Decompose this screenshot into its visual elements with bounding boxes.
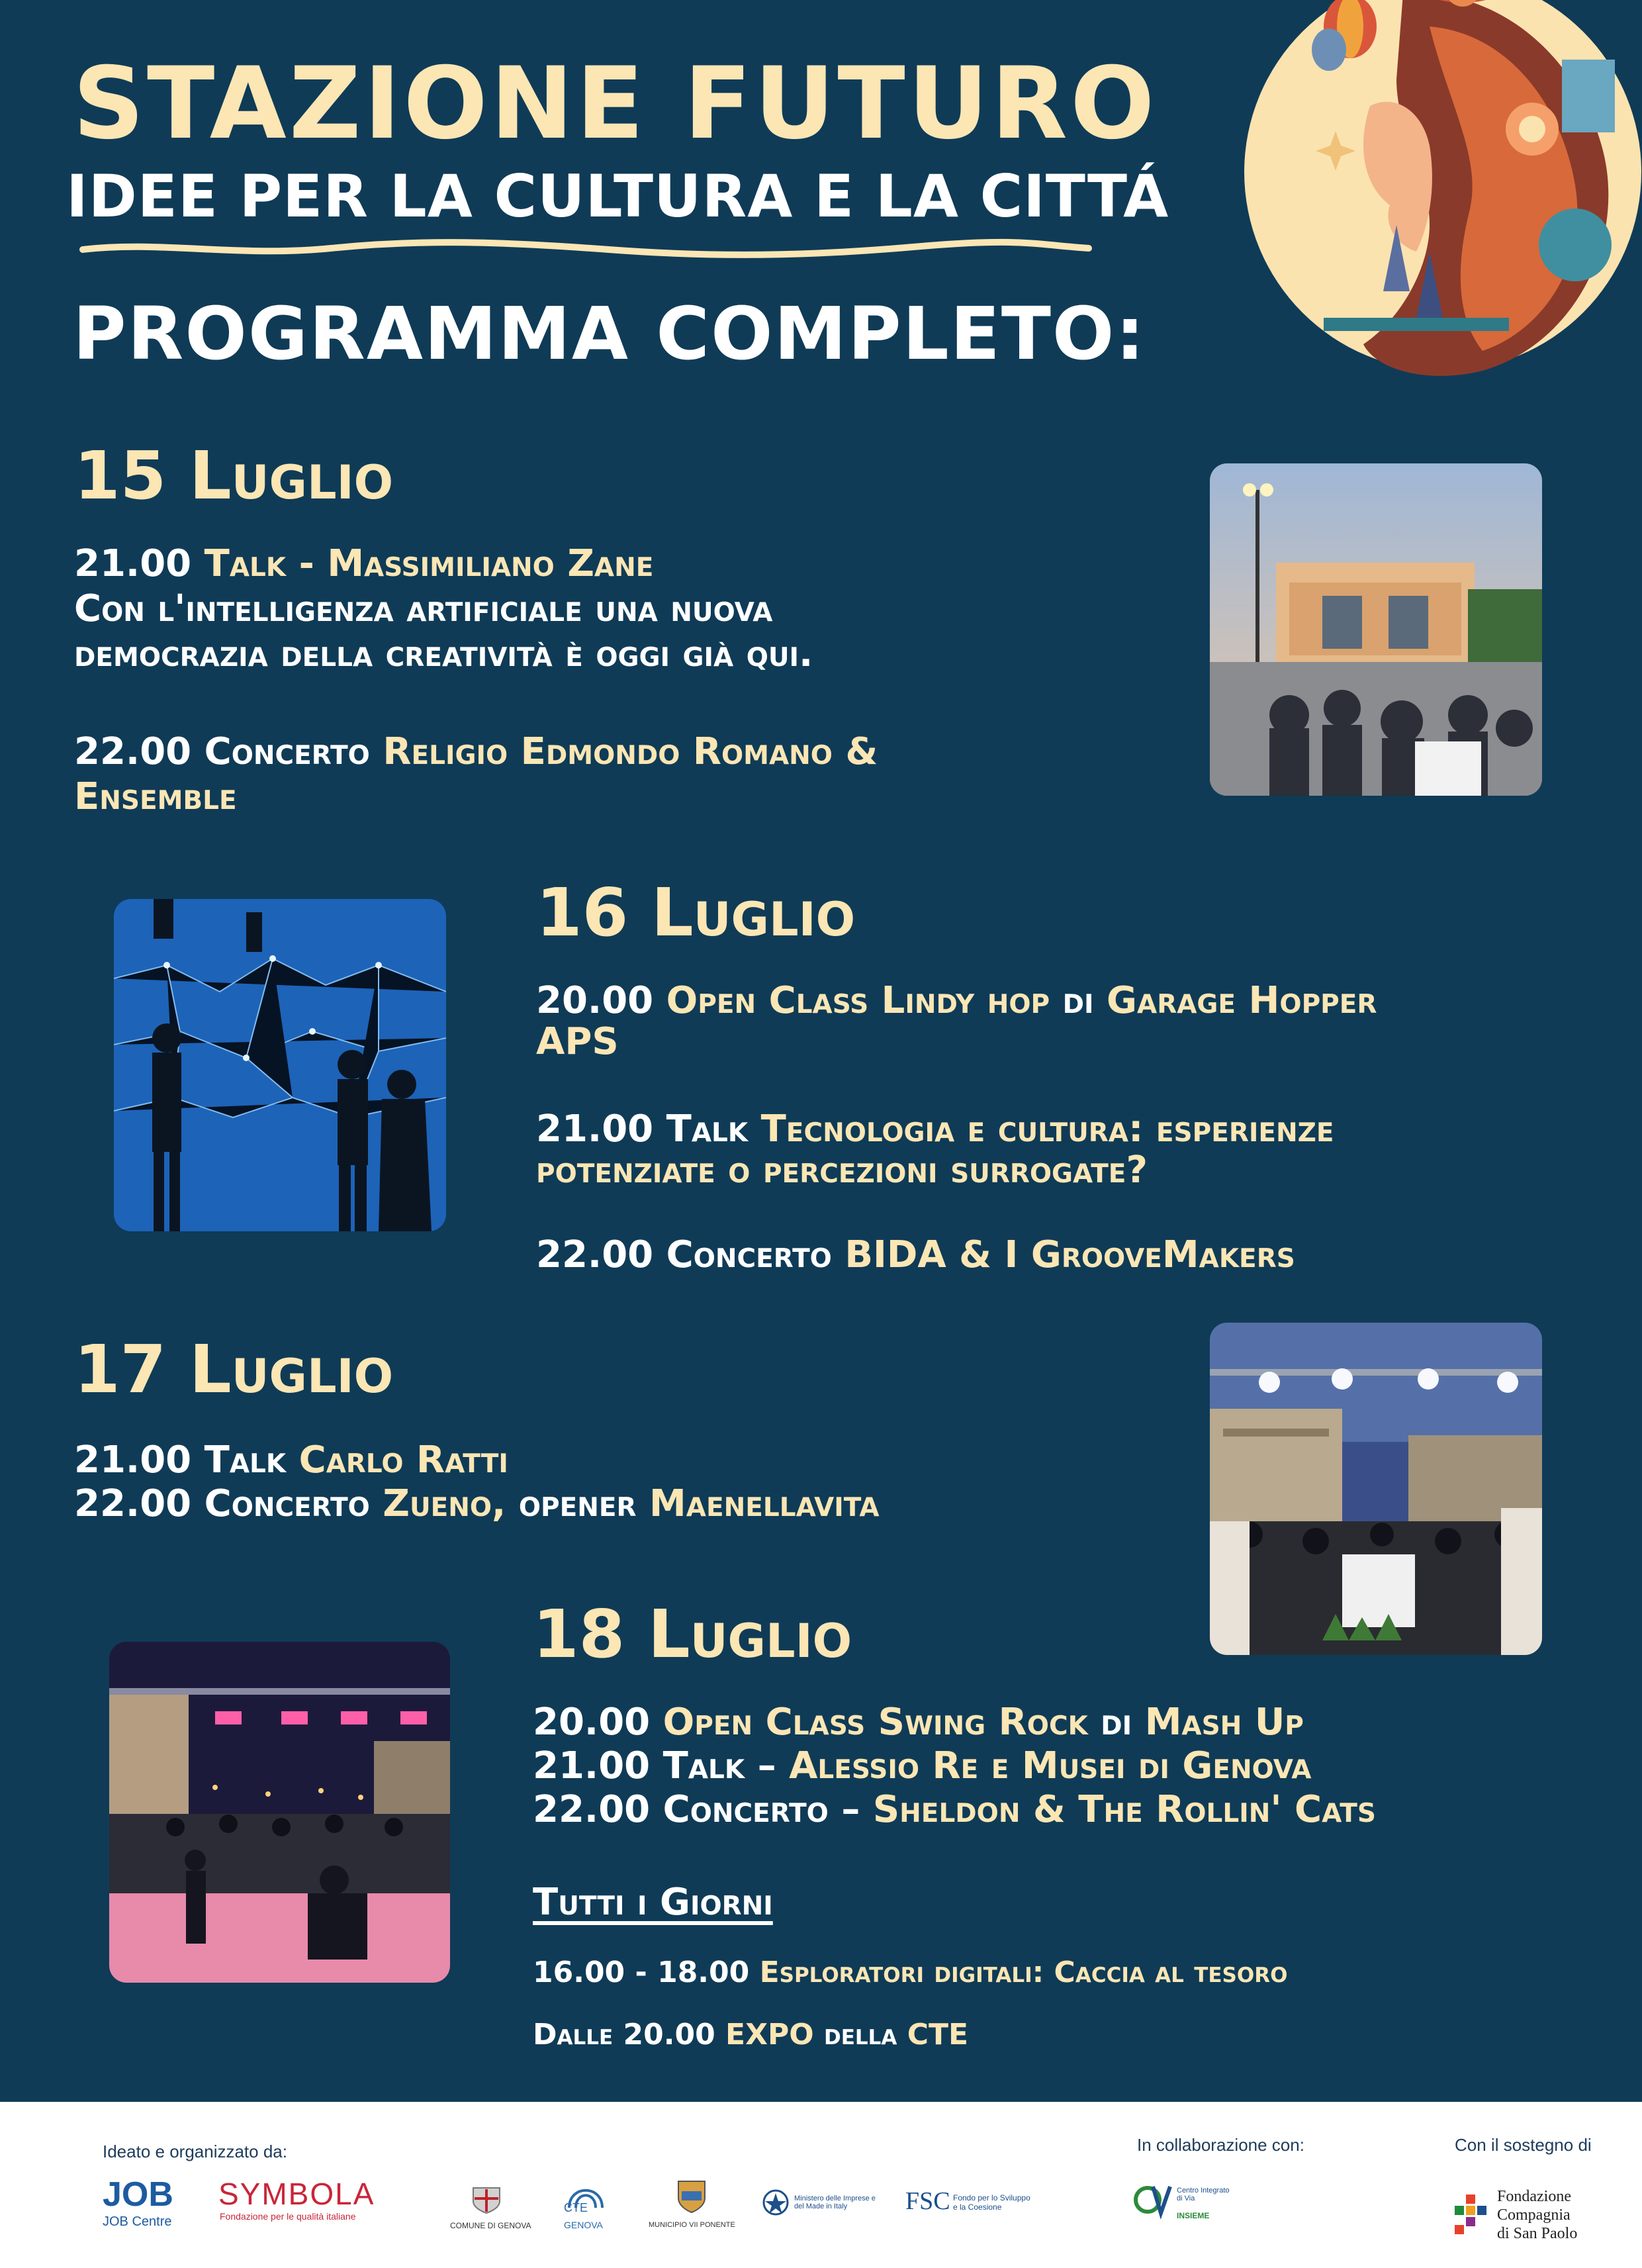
event-photo-square (109, 1642, 450, 1983)
event-photo-square (114, 899, 446, 1231)
ministero-label: Ministero delle Imprese e del Made in Italy (794, 2195, 876, 2210)
illustration (1231, 0, 1642, 397)
event-photo-square (1210, 1323, 1542, 1655)
everyday-item: 16.00 - 18.00 Esploratori digitali: Caccia al tesoro (533, 1956, 1288, 1989)
everyday-heading: Tutti i Giorni (533, 1881, 773, 1924)
civ-logo-icon (1133, 2180, 1173, 2220)
civ-label: Centro Integrato di Via (1177, 2187, 1230, 2202)
poster-title: STAZIONE FUTURO (73, 46, 1158, 162)
event-line: APS (536, 1020, 619, 1063)
civ-subtext: INSIEME (1177, 2211, 1210, 2220)
fondazione-line-1: Fondazione (1497, 2188, 1571, 2205)
event-line: potenziate o percezioni surrogate? (536, 1149, 1148, 1192)
cte-subtext: GENOVA (564, 2220, 603, 2230)
cte-label: CTE (564, 2201, 588, 2214)
symbola-logo: SYMBOLA (218, 2177, 375, 2211)
symbola-subtext: Fondazione per le qualità italiane (220, 2211, 356, 2222)
event-line: 21.00 Talk - Massimiliano Zane (74, 542, 654, 585)
decorative-squiggle (79, 235, 1092, 261)
ministero-emblem-icon (761, 2188, 791, 2218)
fondazione-line-2: Compagnia (1497, 2206, 1571, 2224)
event-description: democrazia della creatività è oggi già qui. (74, 632, 813, 675)
event-line: 22.00 Concerto Religio Edmondo Romano & (74, 730, 878, 773)
sponsor-footer (0, 2102, 1642, 2268)
job-centre-subtext: JOB Centre (103, 2214, 172, 2229)
day-title-18: 18 Luglio (533, 1595, 852, 1673)
day-title-17: 17 Luglio (74, 1331, 394, 1408)
event-line: 22.00 Concerto BIDA & I GrooveMakers (536, 1233, 1295, 1276)
poster-subtitle: IDEE PER LA CULTURA E LA CITTÁ (66, 162, 1169, 230)
event-line: 22.00 Concerto – Sheldon & The Rollin' Cats (533, 1788, 1376, 1831)
job-centre-logo: JOB (103, 2175, 173, 2214)
event-line: 20.00 Open Class Swing Rock di Mash Up (533, 1701, 1304, 1744)
fsc-logo: FSC (905, 2187, 950, 2215)
municipio-crest-icon (675, 2178, 708, 2214)
event-photo-square (1210, 463, 1542, 796)
comune-label: COMUNE DI GENOVA (450, 2221, 531, 2230)
event-description: Con l'intelligenza artificiale una nuova (74, 587, 773, 630)
fsc-subtext: Fondo per lo Sviluppo e la Coesione (953, 2193, 1030, 2212)
municipio-label: MUNICIPIO VII PONENTE (649, 2221, 735, 2229)
support-label: Con il sostegno di (1455, 2135, 1592, 2155)
fondazione-line-3: di San Paolo (1497, 2225, 1578, 2242)
event-line: 22.00 Concerto Zueno, opener Maenellavita (74, 1482, 880, 1525)
event-line: 21.00 Talk Carlo Ratti (74, 1439, 508, 1482)
fondazione-mosaic-icon (1455, 2195, 1488, 2234)
program-heading: PROGRAMMA COMPLETO: (73, 291, 1146, 376)
comune-crest-icon (467, 2181, 506, 2214)
event-line: 21.00 Talk Tecnologia e cultura: esperienze (536, 1108, 1334, 1151)
day-title-16: 16 Luglio (536, 874, 856, 951)
everyday-item: Dalle 20.00 EXPO della CTE (533, 2018, 969, 2052)
event-line: 20.00 Open Class Lindy hop di Garage Hopper (536, 979, 1377, 1022)
event-line: 21.00 Talk – Alessio Re e Musei di Genova (533, 1744, 1312, 1787)
organized-label: Ideato e organizzato da: (103, 2142, 287, 2161)
collab-label: In collaborazione con: (1137, 2135, 1304, 2155)
event-line: Ensemble (74, 775, 237, 818)
day-title-15: 15 Luglio (74, 437, 394, 514)
